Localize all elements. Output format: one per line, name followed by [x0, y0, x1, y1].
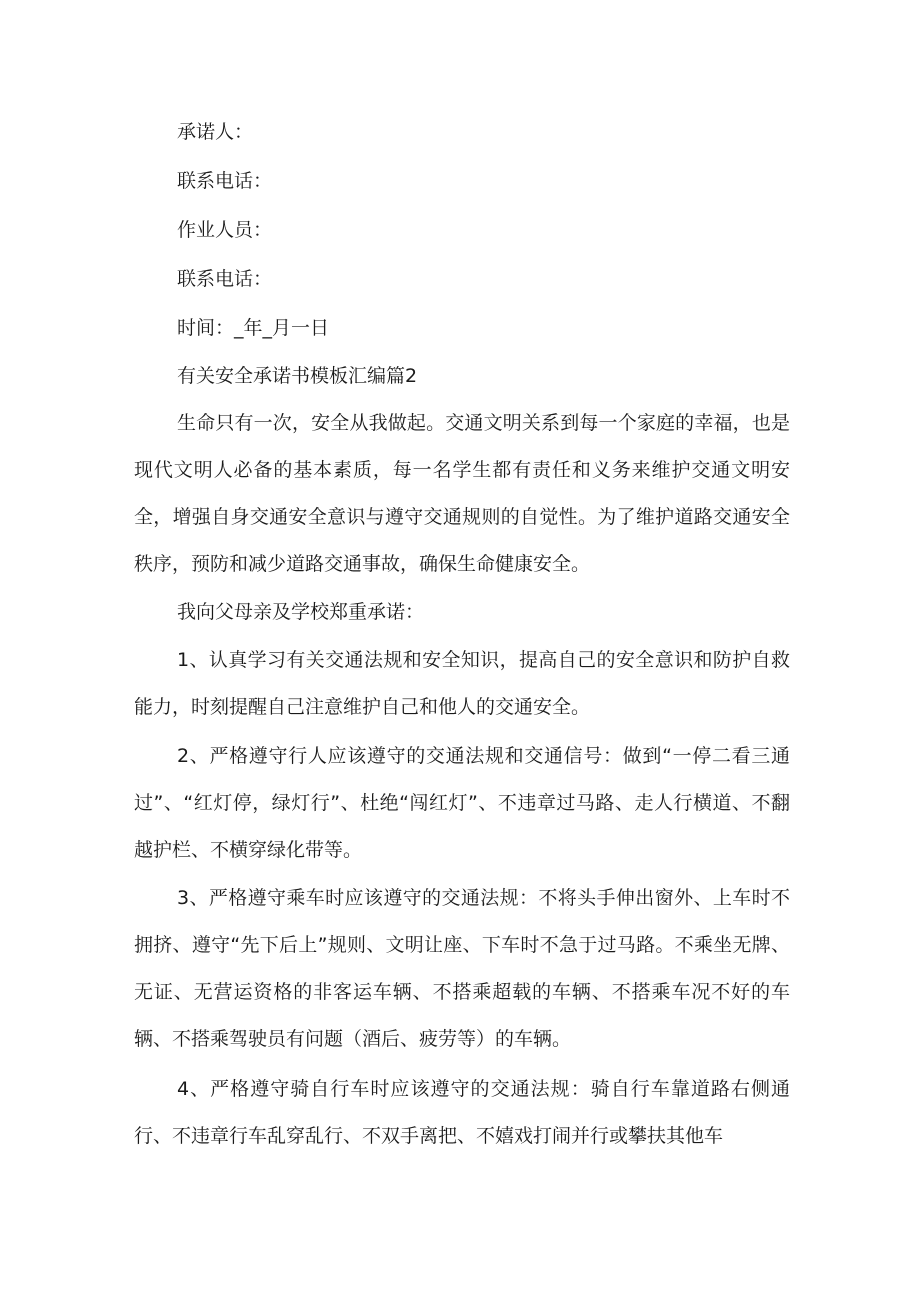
promisor-field: 承诺人： [177, 121, 254, 143]
pledge-item-1: 1、认真学习有关交通法规和安全知识，提高自己的安全意识和防护自救能力，时刻提醒自己注意维护自己和他人的交通安全。 [134, 649, 790, 718]
pledge-item-3: 3、严格遵守乘车时应该遵守的交通法规：不将头手伸出窗外、上车时不拥挤、遵守“先下后上”规则、文明让座、下车时不急于过马路。不乘坐无牌、无证、无营运资格的非客运车辆、不搭乘超载的车辆、不搭乘车况不好的车辆、不搭乘驾驶员有问题（酒后、疲劳等）的车辆。 [134, 887, 790, 1050]
section-title: 有关安全承诺书模板汇编篇2 [177, 365, 418, 387]
contact-phone-field: 联系电话： [177, 170, 273, 192]
contact-phone-field-2: 联系电话： [177, 268, 273, 290]
pledge-item-4: 4、严格遵守骑自行车时应该遵守的交通法规：骑自行车靠道路右侧通行、不违章行车乱穿乱行、不双手离把、不嬉戏打闹并行或攀扶其他车 [134, 1078, 790, 1147]
pledge-lead-paragraph: 我向父母亲及学校郑重承诺： [177, 601, 425, 623]
pledge-item-2: 2、严格遵守行人应该遵守的交通法规和交通信号：做到“一停二看三通过”、“红灯停，绿灯行”、杜绝“闯红灯”、不违章过马路、走人行横道、不翻越护栏、不横穿绿化带等。 [134, 745, 790, 861]
intro-paragraph: 生命只有一次，安全从我做起。交通文明关系到每一个家庭的幸福，也是现代文明人必备的基本素质，每一名学生都有责任和义务来维护交通文明安全，增强自身交通安全意识与遵守交通规则的自觉性。为了维护道路交通安全秩序，预防和减少道路交通事故，确保生命健康安全。 [134, 412, 790, 575]
worker-field: 作业人员： [177, 219, 273, 241]
date-field: 时间：_年_月一日 [177, 317, 330, 339]
